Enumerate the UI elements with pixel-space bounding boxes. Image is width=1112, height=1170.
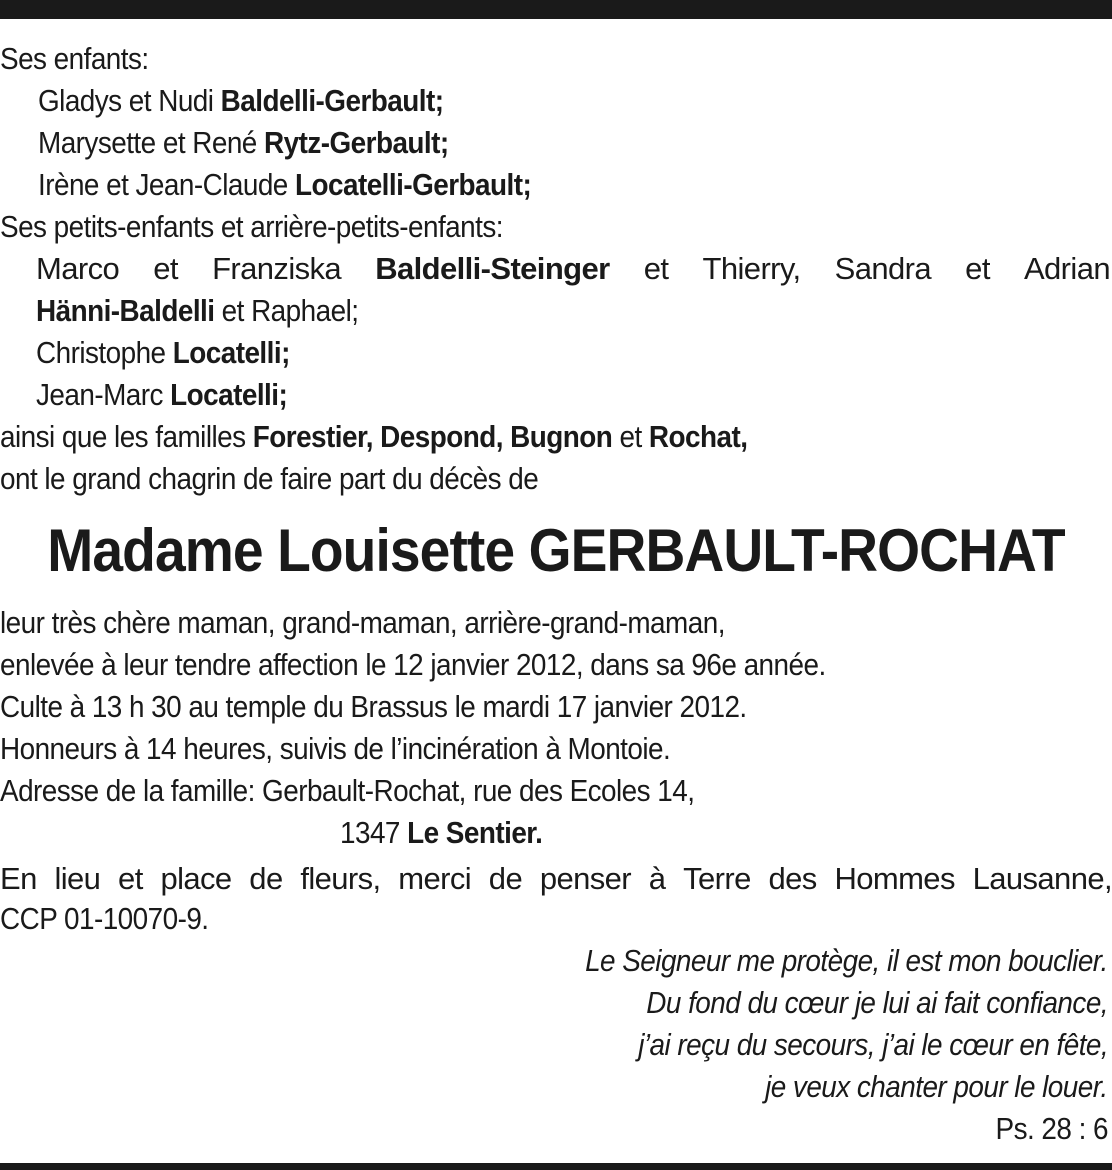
top-border-rule <box>0 0 1112 19</box>
verse-line-3: j’ai reçu du secours, j’ai le cœur en fête, <box>638 1027 1108 1062</box>
families-bold-1: Forestier, Despond, Bugnon <box>252 419 613 454</box>
children-heading: Ses enfants: <box>0 41 149 76</box>
postcode: 1347 <box>340 815 408 850</box>
families-prefix: ainsi que les familles <box>0 419 253 454</box>
grandchild-names: Jean-Marc <box>36 377 163 412</box>
word: fleurs, <box>300 861 381 896</box>
child-names: Irène et Jean-Claude <box>38 167 288 202</box>
word: de <box>249 861 283 896</box>
word: penser <box>539 861 632 896</box>
child-family: Locatelli-Gerbault; <box>294 167 532 202</box>
word: Hommes <box>834 861 955 896</box>
word: place <box>160 861 232 896</box>
word: des <box>768 861 817 896</box>
families-mid: et <box>612 419 649 454</box>
word: à <box>648 861 666 896</box>
grandchild-entry-jean-marc <box>36 374 287 416</box>
psalm-reference: Ps. 28 : 6 <box>995 1111 1108 1146</box>
address-town-line <box>340 812 542 854</box>
child-family: Rytz-Gerbault; <box>263 125 449 160</box>
detail-line-4: Honneurs à 14 heures, suivis de l’incinération à Montoie. <box>0 731 671 766</box>
grandchildren-line-1 <box>36 248 1110 290</box>
child-entry-2 <box>38 122 449 164</box>
word: et <box>153 251 178 286</box>
word: et <box>643 251 669 286</box>
grandchild-names: Christophe <box>36 335 166 370</box>
grandchildren-line-2 <box>36 290 358 332</box>
word: Sandra <box>834 251 932 286</box>
grandchildren-heading: Ses petits-enfants et arrière-petits-enfants: <box>0 209 503 244</box>
word: Marco <box>36 251 120 286</box>
grandchild-family: Locatelli; <box>170 377 288 412</box>
detail-line-1: leur très chère maman, grand-maman, arrière-grand-maman, <box>0 605 725 640</box>
word: Franziska <box>212 251 342 286</box>
ccp-line: CCP 01-10070-9. <box>0 901 209 936</box>
family-name: Baldelli-Steinger <box>375 251 610 286</box>
child-names: Marysette et René <box>38 125 257 160</box>
grandchild-entry-christophe <box>36 332 290 374</box>
word: Thierry, <box>702 251 801 286</box>
line-rest: et Raphael; <box>214 293 359 328</box>
town-name: Le Sentier. <box>407 815 543 850</box>
detail-line-3: Culte à 13 h 30 au temple du Brassus le mardi 17 janvier 2012. <box>0 689 747 724</box>
families-bold-2: Rochat, <box>648 419 748 454</box>
word: Adrian <box>1023 251 1110 286</box>
word: merci <box>398 861 472 896</box>
bottom-border-rule <box>0 1163 1112 1170</box>
word: En <box>0 861 37 896</box>
word: Lausanne, <box>972 861 1112 896</box>
family-name: Hänni-Baldelli <box>36 293 215 328</box>
verse-line-4: je veux chanter pour le louer. <box>765 1069 1108 1104</box>
child-family: Baldelli-Gerbault; <box>220 83 444 118</box>
families-line <box>0 416 747 458</box>
deceased-name-heading: Madame Louisette GERBAULT-ROCHAT <box>47 517 1065 584</box>
child-entry-1 <box>38 80 443 122</box>
word: et <box>965 251 990 286</box>
word: lieu <box>54 861 101 896</box>
verse-line-2: Du fond du cœur je lui ai fait confiance, <box>646 985 1108 1020</box>
verse-line-1: Le Seigneur me protège, il est mon bouclier. <box>585 943 1108 978</box>
donation-line <box>0 858 1112 900</box>
grandchild-family: Locatelli; <box>172 335 290 370</box>
word: et <box>118 861 143 896</box>
child-entry-3 <box>38 164 531 206</box>
word: de <box>488 861 523 896</box>
child-names: Gladys et Nudi <box>38 83 214 118</box>
announcement-line: ont le grand chagrin de faire part du décès de <box>0 461 539 496</box>
detail-line-2: enlevée à leur tendre affection le 12 janvier 2012, dans sa 96e année. <box>0 647 826 682</box>
word: Terre <box>683 861 751 896</box>
detail-line-5: Adresse de la famille: Gerbault-Rochat, rue des Ecoles 14, <box>0 773 695 808</box>
